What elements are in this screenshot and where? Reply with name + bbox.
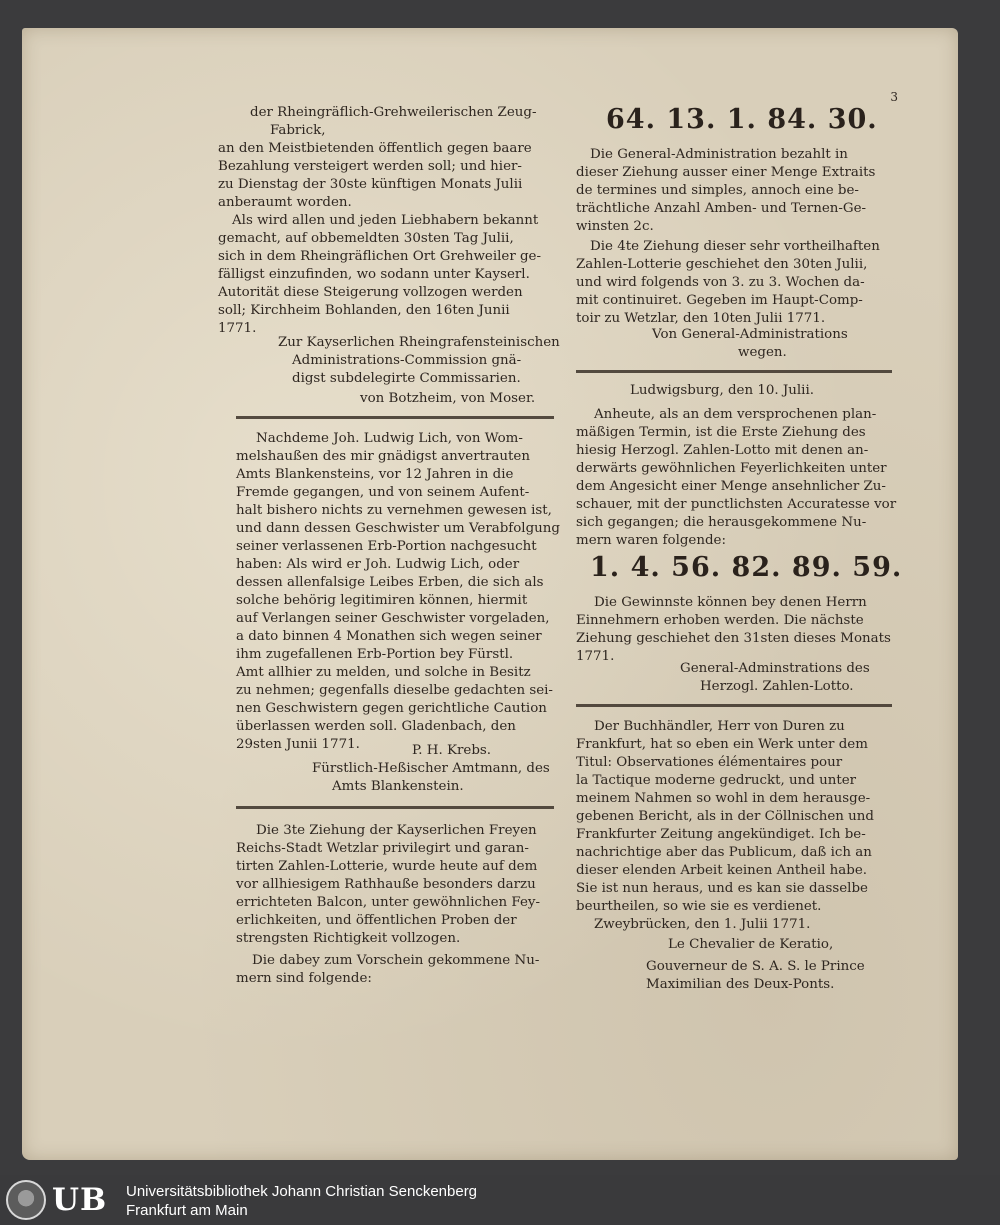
text-line: dessen allenfalsige Leibes Erben, die sich als bbox=[236, 575, 544, 590]
text-line: nen Geschwistern gegen gerichtliche Caution bbox=[236, 701, 547, 716]
signature-line: Amts Blankenstein. bbox=[332, 779, 464, 794]
text-line: Nachdeme Joh. Ludwig Lich, von Wom- bbox=[256, 431, 523, 446]
text-line: mern sind folgende: bbox=[236, 971, 372, 986]
signature-line: P. H. Krebs. bbox=[412, 743, 492, 758]
signature-line: digst subdelegirte Commissarien. bbox=[292, 371, 521, 386]
text-line: hiesig Herzogl. Zahlen-Lotto mit denen an- bbox=[576, 443, 869, 458]
text-line: 1771. bbox=[218, 321, 257, 336]
text-line: dieser Ziehung ausser einer Menge Extraits bbox=[576, 165, 876, 180]
lottery-numbers-wetzlar: 64. 13. 1. 84. 30. bbox=[606, 104, 878, 135]
text-line: Die 3te Ziehung der Kayserlichen Freyen bbox=[256, 823, 537, 838]
text-line: mäßigen Termin, ist die Erste Ziehung des bbox=[576, 425, 866, 440]
text-line: 1771. bbox=[576, 649, 615, 664]
text-line: Als wird allen und jeden Liebhabern bekannt bbox=[232, 213, 539, 228]
text-line: seiner verlassenen Erb-Portion nachgesucht bbox=[236, 539, 537, 554]
text-line: haben: Als wird er Joh. Ludwig Lich, oder bbox=[236, 557, 520, 572]
text-line: solche behörig legitimiren können, hiermit bbox=[236, 593, 528, 608]
text-line: Einnehmern erhoben werden. Die nächste bbox=[576, 613, 864, 628]
text-line: ihm zugefallenen Erb-Portion bey Fürstl. bbox=[236, 647, 514, 662]
text-line: trächtliche Anzahl Amben- und Ternen-Ge- bbox=[576, 201, 867, 216]
text-line: zu Dienstag der 30ste künftigen Monats Julii bbox=[218, 177, 523, 192]
text-line: vor allhiesigem Rathhauße besonders darzu bbox=[236, 877, 536, 892]
text-line: und dann dessen Geschwister um Verabfolgung bbox=[236, 521, 560, 536]
signature-names: von Botzheim, von Moser. bbox=[360, 391, 536, 406]
text-line: Frankfurter Zeitung angekündiget. Ich be- bbox=[576, 827, 866, 842]
text-line: mit continuiret. Gegeben im Haupt-Comp- bbox=[576, 293, 863, 308]
section-rule bbox=[576, 704, 892, 707]
text-line: fälligst einzufinden, wo sodann unter Kayserl. bbox=[218, 267, 530, 282]
signature-line: Administrations-Commission gnä- bbox=[292, 353, 522, 368]
text-line: de termines und simples, annoch eine be- bbox=[576, 183, 859, 198]
text-line: Ziehung geschiehet den 31sten dieses Monats bbox=[576, 631, 891, 646]
text-line: an den Meistbietenden öffentlich gegen baare bbox=[218, 141, 532, 156]
text-line: Anheute, als an dem versprochenen plan- bbox=[594, 407, 877, 422]
text-line: auf Verlangen seiner Geschwister vorgeladen, bbox=[236, 611, 550, 626]
text-line: meinem Nahmen so wohl in dem herausge- bbox=[576, 791, 871, 806]
text-line: derwärts gewöhnlichen Feyerlichkeiten unter bbox=[576, 461, 887, 476]
text-line: a dato binnen 4 Monathen sich wegen seiner bbox=[236, 629, 542, 644]
text-line: sich in dem Rheingräflichen Ort Grehweiler ge- bbox=[218, 249, 542, 264]
section-rule bbox=[576, 370, 892, 373]
text-line: sich gegangen; die herausgekommene Nu- bbox=[576, 515, 867, 530]
text-line: gebenen Bericht, als in der Cöllnischen und bbox=[576, 809, 875, 824]
text-line: Frankfurt, hat so eben ein Werk unter dem bbox=[576, 737, 868, 752]
lottery-numbers-ludwigsburg: 1. 4. 56. 82. 89. 59. bbox=[590, 552, 903, 583]
text-line: tirten Zahlen-Lotterie, wurde heute auf dem bbox=[236, 859, 538, 874]
text-line: winsten 2c. bbox=[576, 219, 654, 234]
text-line: toir zu Wetzlar, den 10ten Julii 1771. bbox=[576, 311, 826, 326]
text-line: dieser elenden Arbeit keinen Antheil habe. bbox=[576, 863, 868, 878]
library-name: Universitätsbibliothek Johann Christian Senckenberg bbox=[126, 1183, 478, 1200]
text-line: errichteten Balcon, unter gewöhnlichen Fey- bbox=[236, 895, 540, 910]
text-line: zu nehmen; gegenfalls dieselbe gedachten sei- bbox=[236, 683, 553, 698]
section-rule bbox=[236, 416, 554, 419]
text-line: mern waren folgende: bbox=[576, 533, 726, 548]
text-line: Bezahlung versteigert werden soll; und hier- bbox=[218, 159, 522, 174]
text-line: Amt allhier zu melden, und solche in Besitz bbox=[236, 665, 531, 680]
text-line: la Tactique moderne gedruckt, und unter bbox=[576, 773, 857, 788]
text-line: Die Gewinnste können bey denen Herrn bbox=[594, 595, 867, 610]
text-line: melshaußen des mir gnädigst anvertrauten bbox=[236, 449, 530, 464]
text-line: erlichkeiten, und öffentlichen Proben der bbox=[236, 913, 517, 928]
text-line: nachrichtige aber das Publicum, daß ich an bbox=[576, 845, 872, 860]
signature-line: Zur Kayserlichen Rheingrafensteinischen bbox=[278, 335, 560, 350]
text-line: dem Angesicht einer Menge ansehnlicher Zu- bbox=[576, 479, 886, 494]
text-line: Zahlen-Lotterie geschiehet den 30ten Julii, bbox=[576, 257, 868, 272]
text-line: Amts Blankensteins, vor 12 Jahren in die bbox=[236, 467, 514, 482]
text-line: 29sten Junii 1771. bbox=[236, 737, 360, 752]
ub-logo-text: UB bbox=[52, 1182, 108, 1218]
text-line: schauer, mit der punctlichsten Accuratesse vor bbox=[576, 497, 897, 512]
text-line: Fabrick, bbox=[270, 123, 326, 138]
dateline: Ludwigsburg, den 10. Julii. bbox=[630, 383, 814, 398]
text-line: Autorität diese Steigerung vollzogen werden bbox=[218, 285, 523, 300]
text-line: Sie ist nun heraus, und es kan sie dasselbe bbox=[576, 881, 868, 896]
text-line: Titul: Observationes élémentaires pour bbox=[576, 755, 843, 770]
signature-line: wegen. bbox=[738, 345, 787, 360]
text-line: gemacht, auf obbemeldten 30sten Tag Julii, bbox=[218, 231, 514, 246]
signature-line: Von General-Administrations bbox=[652, 327, 848, 342]
text-line: Der Buchhändler, Herr von Duren zu bbox=[594, 719, 845, 734]
section-rule bbox=[236, 806, 554, 809]
page-mark: 3 bbox=[890, 90, 898, 104]
signature-line: Fürstlich-Heßischer Amtmann, des bbox=[312, 761, 550, 776]
signature-line: Le Chevalier de Keratio, bbox=[668, 937, 834, 952]
signature-line: Herzogl. Zahlen-Lotto. bbox=[700, 679, 854, 694]
text-line: Zweybrücken, den 1. Julii 1771. bbox=[594, 917, 811, 932]
text-line: und wird folgends von 3. zu 3. Wochen da- bbox=[576, 275, 865, 290]
text-line: strengsten Richtigkeit vollzogen. bbox=[236, 931, 461, 946]
text-line: Fremde gegangen, und von seinem Aufent- bbox=[236, 485, 530, 500]
text-line: soll; Kirchheim Bohlanden, den 16ten Junii bbox=[218, 303, 510, 318]
text-line: der Rheingräflich-Grehweilerischen Zeug- bbox=[250, 105, 537, 120]
library-city: Frankfurt am Main bbox=[126, 1202, 248, 1219]
text-line: halt bishero nichts zu vernehmen gewesen ist, bbox=[236, 503, 552, 518]
text-line: überlassen werden soll. Gladenbach, den bbox=[236, 719, 516, 734]
text-line: anberaumt worden. bbox=[218, 195, 352, 210]
ub-logo bbox=[4, 1178, 114, 1222]
text-line: beurtheilen, so wie sie es verdienet. bbox=[576, 899, 822, 914]
text-line: Die dabey zum Vorschein gekommene Nu- bbox=[252, 953, 540, 968]
text-line: Reichs-Stadt Wetzlar privilegirt und garan- bbox=[236, 841, 529, 856]
text-line: Die General-Administration bezahlt in bbox=[590, 147, 848, 162]
signature-line: Gouverneur de S. A. S. le Prince bbox=[646, 959, 865, 974]
signature-line: Maximilian des Deux-Ponts. bbox=[646, 977, 835, 992]
signature-line: General-Adminstrations des bbox=[680, 661, 870, 676]
library-footer bbox=[0, 1175, 1000, 1225]
text-line: Die 4te Ziehung dieser sehr vortheilhaften bbox=[590, 239, 880, 254]
seal-icon bbox=[6, 1180, 46, 1220]
